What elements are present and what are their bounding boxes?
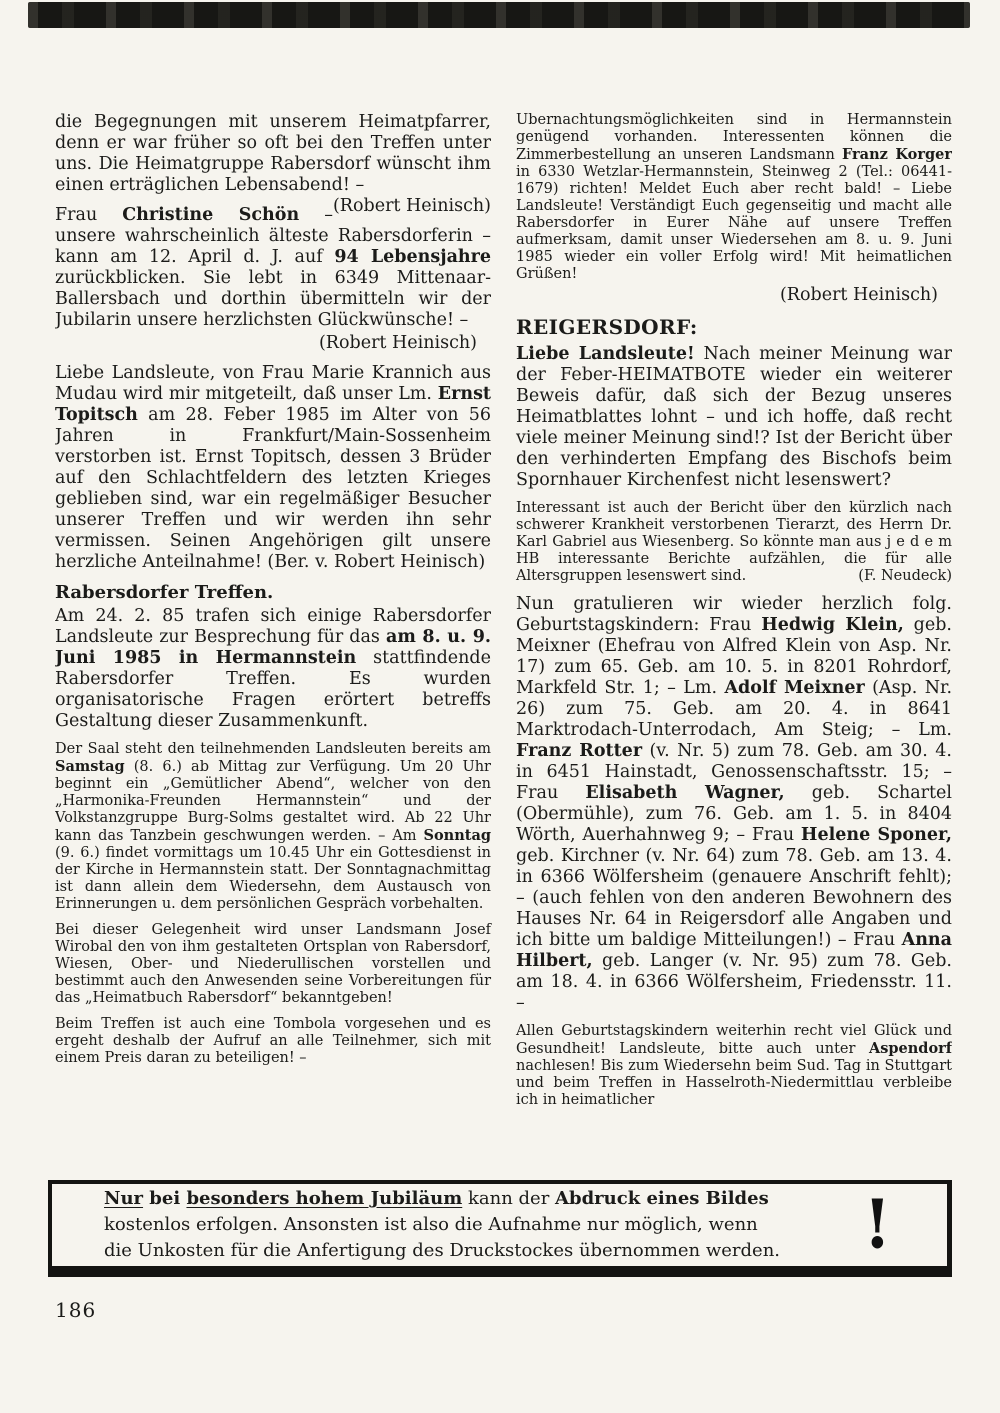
text-segment: – unsere wahrscheinlich älteste Rabersdorferin – kann am 12. April d. J. auf [55, 205, 491, 267]
text-segment: Frau [55, 205, 123, 225]
attribution-robert-heinisch-1: (Robert Heinisch) [318, 333, 477, 353]
text-segment: Aspendorf [868, 1040, 952, 1057]
text-segment: zurückblicken. Sie lebt in 6349 Mittenaar-Ballersbach und dorthin übermitteln wir der Jubilarin unsere herzlichsten Glückwünsche! – [55, 268, 491, 330]
text-segment: Liebe Landsleute, von Frau Marie Krannich aus Mudau wird mir mitgeteilt, daß unser Lm. [55, 363, 491, 404]
text-segment: geb. Schartel (Obermühle), zum 76. Geb. am 1. 5. in 8404 Wörth, Auerhahnweg 9; – Frau [516, 783, 952, 845]
text-segment: (9. 6.) findet vormittags um 10.45 Uhr ein Gottesdienst in der Kirche in Hermannstein statt. Der Sonntagnachmittag ist dann allein dem Wiedersehn, dem Austausch von Erinnerungen u. dem persönlichen Gespräch vorbehalten. [55, 845, 491, 912]
text-segment: am 8. u. 9. Juni 1985 in Hermannstein [55, 627, 491, 668]
text-segment: Der Saal steht den teilnehmenden Landsleuten bereits am [55, 741, 491, 757]
text-segment: geb. Kirchner (v. Nr. 64) zum 78. Geb. am 13. 4. in 6366 Wölfersheim (genauere Anschrift fehlt); – (auch fehlen von den anderen Bewohnern des Hauses Nr. 64 in Reigersdorf alle Angaben und ich bitte um baldige Mitteilungen!) – Frau [516, 846, 952, 950]
notice-box [48, 1180, 952, 1277]
paragraph-heimatbote-meinung [516, 344, 952, 491]
text-segment: Nur [104, 1188, 144, 1209]
text-segment: Liebe Landsleute! [516, 344, 695, 364]
left-column [55, 112, 491, 1174]
text-segment: Hedwig Klein, [761, 615, 904, 635]
text-segment: Übernachtungsmöglichkeiten sind in Hermannstein genügend vorhanden. Interessenten können die Zimmerbestellung an unseren Landsmann [516, 112, 952, 163]
paragraph-treffen-besprechung [55, 606, 491, 732]
text-segment: kann der [462, 1188, 556, 1209]
text-segment: Elisabeth Wagner, [585, 783, 785, 803]
text-segment: stattfindende Rabersdorfer Treffen. Es wurden organisatorische Fragen erörtert betreffs Gestaltung dieser Zusammenkunft. [55, 648, 491, 731]
page-number: 186 [55, 1298, 97, 1322]
text-segment: Ernst Topitsch [55, 384, 491, 425]
text-segment: Interessant ist auch der Bericht über den kürzlich nach schwerer Krankheit verstorbenen Tierarzt, des Herrn Dr. Karl Gabriel aus Wiesenberg. So könnte man aus j e d e m HB interessante Berichte aufzählen, die für alle Altersgruppen lesenswert sind. [516, 500, 952, 584]
text-segment: Anna Hilbert, [516, 930, 952, 971]
text-segment: Nun gratulieren wir wieder herzlich folg. Geburtstagskindern: Frau [516, 594, 952, 635]
text-segment: Helene Sponer, [800, 825, 952, 845]
paragraph-geburtstagskinder [516, 594, 952, 1014]
two-column-text [55, 112, 952, 1174]
text-segment: Samstag [55, 758, 125, 775]
text-segment: Abdruck eines Bildes [555, 1188, 769, 1209]
heading-reigersdorf: REIGERSDORF: [516, 315, 698, 339]
text-segment: Adolf Meixner [724, 678, 865, 698]
text-segment: Beim Treffen ist auch eine Tombola vorgesehen und es ergeht deshalb der Aufruf an alle Teilnehmer, sich mit einem Preis daran zu beteiligen! – [55, 1016, 491, 1066]
paragraph-saal-programm [55, 741, 491, 913]
text-segment: in 6330 Wetzlar-Hermannstein, Steinweg 2 (Tel.: 06441-1679) richten! Meldet Euch aber recht bald! – Liebe Landsleute! Verständigt Euch gegenseitig und macht alle Rabersdorfer in Eurer Nähe auf unsere Treffen aufmerksam, damit unser Wiedersehen am 8. u. 9. Juni 1985 wieder ein voller Erfolg wird! Mit heimatlichen Grüßen! [516, 164, 952, 282]
text-segment: 94 Lebensjahre [334, 247, 491, 267]
paragraph-dr-gabriel [516, 500, 952, 585]
text-segment: Franz Korger [842, 146, 952, 163]
text-segment: Franz Rotter [516, 741, 643, 761]
text-segment: (F. Neudeck) [858, 568, 952, 584]
text-segment: Bei dieser Gelegenheit wird unser Landsmann Josef Wirobal den von ihm gestalteten Ortsplan von Rabersdorf, Wiesen, Ober- und Niederullischen vorstellen und bestimmt auch den Anwesenden seine Vorbereitungen für das „Heimatbuch Rabersdorf“ bekanntgeben! [55, 922, 491, 1006]
paragraph-glueckwunsch-schluss [516, 1023, 952, 1109]
text-segment: Nach meiner Meinung war der Feber-HEIMATBOTE wieder ein weiterer Beweis dafür, daß sich der Bezug unseres Heimatblattes lohnt – und ich hoffe, daß recht viele meiner Meinung sind!? Ist der Bericht über den verhinderten Empfang des Bischofs beim Spornhauer Kirchenfest nicht lesenswert? [516, 344, 952, 490]
text-segment: bei [143, 1188, 187, 1209]
paragraph-ortsplan-wirobal [55, 922, 491, 1007]
text-segment: (Asp. Nr. 26) zum 75. Geb. am 20. 4. in 8641 Marktrodach-Unterrodach, Am Steig; – Lm. [516, 678, 952, 740]
paragraph-ernst-topitsch [55, 363, 491, 573]
attribution-robert-heinisch-2: (Robert Heinisch) [779, 285, 938, 305]
text-segment: nachlesen! Bis zum Wiedersehn beim Sud. Tag in Stuttgart und beim Treffen in Hasselroth-Niedermittlau verbleibe ich in heimatlicher [516, 1058, 952, 1108]
text-segment: Allen Geburtstagskindern weiterhin recht viel Glück und Gesundheit! Landsleute, bitte auch unter [516, 1023, 952, 1057]
text-segment: geb. Langer (v. Nr. 95) zum 78. Geb. am 18. 4. in 6366 Wölfersheim, Friedensstr. 11. – [516, 951, 952, 1013]
heading-rabersdorfer-treffen: Rabersdorfer Treffen. [55, 582, 274, 603]
notice-text [52, 1182, 864, 1268]
notice-line-3: die Unkosten für die Anfertigung des Druckstockes übernommen werden. [104, 1240, 781, 1261]
paragraph-tombola [55, 1016, 491, 1067]
paragraph-christine-schoen [55, 205, 491, 331]
exclamation-icon: ! [863, 1185, 891, 1264]
text-segment: Am 24. 2. 85 trafen sich einige Rabersdorfer Landsleute zur Besprechung für das [55, 606, 491, 647]
notice-line-1 [104, 1186, 848, 1212]
text-segment: am 28. Feber 1985 im Alter von 56 Jahren in Frankfurt/Main-Sossenheim verstorben ist. Ernst Topitsch, dessen 3 Brüder auf den Schlachtfeldern des letzten Krieges geblieben sind, war ein regelmäßiger Besucher unserer Treffen und wir werden ihn sehr vermissen. Seinen Angehörigen gilt unsere herzliche Anteilnahme! (Ber. v. Robert Heinisch) [55, 405, 491, 572]
scan-artifact-bar [28, 2, 970, 28]
text-segment: (8. 6.) ab Mittag zur Verfügung. Um 20 Uhr beginnt ein „Gemütlicher Abend“, welcher von den „Harmonika-Freunden Hermannstein“ und der Volkstanzgruppe Burg-Solms gestaltet wird. Ab 22 Uhr kann das Tanzbein geschwungen werden. – Am [55, 759, 491, 844]
text-segment: Sonntag [423, 827, 491, 844]
text-segment: Christine Schön [122, 205, 300, 225]
text-segment: (v. Nr. 5) zum 78. Geb. am 30. 4. in 6451 Hainstadt, Genossenschaftsstr. 15; – Frau [516, 741, 952, 803]
right-column [516, 112, 952, 1174]
text-segment: geb. Meixner (Ehefrau von Alfred Klein von Asp. Nr. 17) zum 65. Geb. am 10. 5. in 8201 Rohrdorf, Markfeld Str. 1; – Lm. [516, 615, 952, 698]
text-segment: (Robert Heinisch) [332, 196, 491, 216]
notice-line-2: kostenlos erfolgen. Ansonsten ist also die Aufnahme nur möglich, wenn [104, 1214, 758, 1235]
text-segment: besonders hohem Jubiläum [186, 1188, 463, 1209]
paragraph-uebernachtung [516, 112, 952, 283]
text-segment: die Begegnungen mit unserem Heimatpfarrer, denn er war früher so oft bei den Treffen unter uns. Die Heimatgruppe Rabersdorf wünscht ihm einen erträglichen Lebensabend! – [55, 112, 491, 195]
